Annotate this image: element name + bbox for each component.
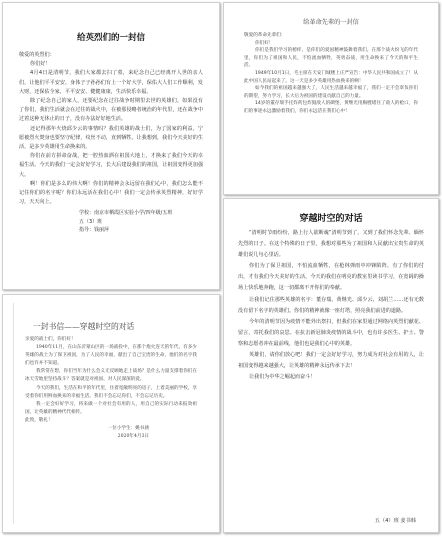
letter-paragraph: 14岁的董存瑞手托炸药包炸毁敌人的碉堡，黄继光用胸膛堵住了敌人的枪口，你们的事迹永远激励着我们，你们永远活在我们心中！	[244, 101, 418, 114]
letter-paragraph: 如今我们的祖国越来越强大了，人民生活越来越幸福了，我们一定不会辜负你们的期望，努力学习，长大后为祖国的建设贡献自己的力量。	[244, 86, 418, 99]
letter-title: 给革命先辈的一封信	[303, 19, 359, 26]
letter-paragraph: 还记得那年火烧邱少云的事情吗？我们英雄的战士们，为了国家的利益，宁愿被烈火焚身也要坚守纪律，纹丝不动，直到牺牲。让我想到，我们今天美好的生活，是多少英雄用生命换来的。	[19, 125, 203, 151]
letter-page-revolutionaries	[223, 2, 439, 195]
letter-paragraph: 你们为了保卫祖国，不怕流血牺牲，在枪林弹雨中冲锋陷阵。有了你们的付出，才有我们今天美好的生活。今天的我们在明亮的教室里读书学习，在宽阔的操场上快乐地奔跑，这一切都离不开你们的奉献。	[238, 263, 424, 292]
letter-paragraph: 1949年10月1日，毛主席在天安门城楼上庄严宣告：中华人民共和国成立了！从此中国人民站起来了。这一天是多少英雄用热血换来的啊！	[244, 70, 418, 84]
letter-title: 一封书信——穿越时空的对话	[33, 322, 135, 331]
margin-rule	[13, 303, 14, 524]
letter-paragraph: 今年的清明节因为疫情不能外出祭扫，但我们在家里通过网络向英烈们献花、留言，寄托我们的哀思。在抗击新冠肺炎疫情的战斗中，也有许多医生、护士、警察和志愿者冲在最前线，他们也是我们心中的英雄。	[238, 318, 424, 347]
letter-paragraph: 4月4日是清明节，我们大家都去扫了墓，来纪念自己已经离开人世的亲人们，让他们平平安安、身体子子孙孙们有上一个好大学，保佑大人们工作顺利，发大财，还保佑全家，平平安安、健健康康，生活快乐幸福。	[19, 70, 203, 95]
letter-paragraph: 你们在前方拼命奋战，把一腔热血洒在祖国大地上，才换来了我们今天的幸福生活。今天的我们一定会好好学习，长大后建设我们的祖国，让祖国变得更加强大。	[19, 153, 203, 178]
letter-paragraph: 1940年11月，在山东沂蒙山区的一场战役中，在那个炮火连天的年代，有多少英雄的战士为了保卫祖国，为了人民的幸福，献出了自己宝贵的生命，他们的名字我们也许并不知道。	[25, 345, 197, 367]
letter-hello: 你们好！	[30, 61, 51, 68]
letter-page-handwritten	[2, 294, 220, 533]
letter-body	[224, 228, 438, 383]
letter-body	[3, 336, 219, 441]
letter-paragraph: 今天的我们，生活在和平的年代里，住着宽敞明亮的房子，上着美丽的学校，享受着你们用鲜血换来的幸福生活。我们不会忘记你们，不会忘记历史。	[25, 385, 197, 399]
letter-title: 给英烈们的一封信	[76, 33, 145, 43]
letter-author: 五（4）班 姜书韩	[374, 518, 416, 524]
letter-closing: 此致，敬礼！	[25, 417, 53, 423]
letter-signature	[25, 425, 197, 441]
school-line: 学校：南京市栖霞区实验小学/四年级/五班	[79, 210, 173, 217]
letter-greeting: 敬爱的英烈们：	[19, 52, 55, 58]
letter-paragraph: 除了纪念自己的家人，还要纪念在过往战争时期里去世的英雄们。如果没有了你们，我们生活就会在过往的战火中，在被那侵略者统治的年代里，还在战争中过着这种无休止的日子，没有办法好好地生活。	[19, 98, 203, 123]
letter-paragraph: 让我们为中华之崛起而奋斗！	[249, 374, 316, 381]
letter-body	[3, 51, 219, 235]
letter-greeting: 敬爱的革命先辈们：	[244, 33, 286, 38]
letter-title: 穿越时空的对话	[299, 214, 363, 224]
letter-paragraph: 让我们记住那些英雄的名字：董存瑞、黄继光、邱少云、刘胡兰……还有无数没有留下名字的英雄们。你们的精神就像一座灯塔，照亮我们前进的道路。	[238, 296, 424, 314]
letter-page-heroes	[2, 2, 220, 290]
teacher-line: 指导：钱丽萍	[79, 227, 110, 234]
letter-paragraph: 英雄们，请你们放心吧！我们一定会好好学习，努力成为对社会有用的人，让祖国变得越来越强大，让英雄的精神永远传承下去！	[238, 352, 424, 370]
letter-greeting: 亲爱的战士们，你们好！	[25, 337, 76, 342]
letter-hello: 你们好！	[255, 40, 274, 46]
letter-page-dialogue	[223, 198, 439, 533]
letter-paragraph: 我常常在想，你们当年为什么会义无反顾地走上战场？是什么力量支撑着你们在冰天雪地里坚持战斗？答案就是对祖国、对人民深深的爱。	[25, 369, 197, 383]
letter-paragraph: “清明时节雨纷纷，路上行人欲断魂”清明节到了，又到了我们怀念先辈、缅怀先烈的日子。在这个特殊的日子里，我想对那些为了祖国和人民献出宝贵生命的英雄们说几句心里话。	[238, 230, 424, 259]
signer-line: 一位小学生：姚书涵	[107, 426, 149, 432]
date-line: 2020年4月3日	[117, 434, 149, 440]
letter-paragraph: 我一定会好好学习，将来做一个对社会有用的人，用自己的实际行动来报效祖国，让英雄的精神代代相传。	[25, 401, 197, 415]
letter-paragraph: 啊！你们是多么的伟大啊！你们的精神会永远留在我们心中，我们怎么能不记住你们的名字呢？你们永远活在我们心中！我们一定会传承英烈精神，好好学习，天天向上。	[19, 180, 203, 206]
letter-signature	[19, 209, 203, 235]
letter-paragraph: 你们是我们学习的榜样，是你们的爱国精神鼓舞着我们。在那个战火纷飞的年代里，你们为了祖国和人民，不怕流血牺牲，英勇奋战，用生命换来了今天的和平生活。	[244, 48, 418, 69]
letter-body	[224, 32, 438, 116]
class-line: 五（3）班	[79, 218, 103, 225]
